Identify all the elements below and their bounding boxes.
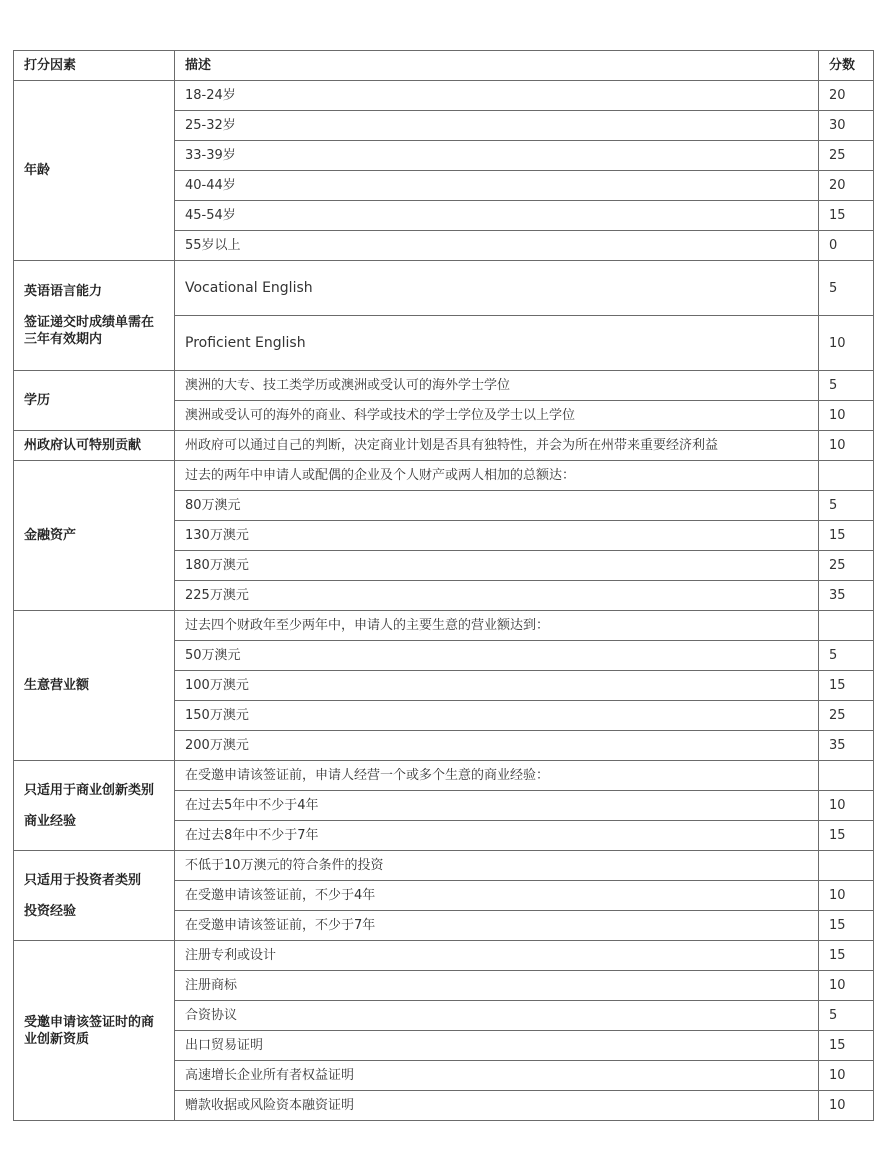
table-row (14, 431, 874, 461)
factor-sublabel: 商业经验 (24, 813, 77, 829)
score-cell: 15 (819, 1031, 874, 1061)
description-cell: 33-39岁 (175, 141, 819, 171)
score-cell: 20 (819, 171, 874, 201)
description-cell: 80万澳元 (175, 491, 819, 521)
score-cell: 15 (819, 911, 874, 941)
description-cell: 合资协议 (175, 1001, 819, 1031)
score-cell: 10 (819, 401, 874, 431)
description-cell: 州政府可以通过自己的判断，决定商业计划是否具有独特性，并会为所在州带来重要经济利益 (175, 431, 819, 461)
table-row (14, 371, 874, 401)
description-cell: 50万澳元 (175, 641, 819, 671)
score-cell (819, 461, 874, 491)
description-cell: 225万澳元 (175, 581, 819, 611)
score-cell: 10 (819, 881, 874, 911)
score-cell: 5 (819, 641, 874, 671)
factor-cell-state-contribution (14, 431, 175, 461)
factor-label: 年龄 (24, 163, 51, 178)
factor-cell-turnover (14, 611, 175, 761)
score-cell: 20 (819, 81, 874, 111)
score-cell: 10 (819, 971, 874, 1001)
points-table-container (13, 50, 874, 1121)
description-cell: 25-32岁 (175, 111, 819, 141)
factor-note: 签证递交时成绩单需在三年有效期内 (24, 315, 155, 347)
description-cell: 赠款收据或风险资本融资证明 (175, 1091, 819, 1121)
score-cell: 10 (819, 431, 874, 461)
factor-label: 学历 (24, 393, 51, 408)
table-row (14, 461, 874, 491)
score-cell: 25 (819, 701, 874, 731)
factor-cell-english (14, 261, 175, 371)
factor-cell-investment-experience (14, 851, 175, 941)
score-cell: 25 (819, 141, 874, 171)
score-cell: 35 (819, 581, 874, 611)
description-cell: 不低于10万澳元的符合条件的投资 (175, 851, 819, 881)
description-cell: 18-24岁 (175, 81, 819, 111)
description-cell: 在过去8年中不少于7年 (175, 821, 819, 851)
factor-label: 受邀申请该签证时的商业创新资质 (24, 1014, 155, 1047)
description-cell: 130万澳元 (175, 521, 819, 551)
table-row (14, 261, 874, 316)
header-description: 描述 (175, 51, 819, 81)
description-cell: 注册商标 (175, 971, 819, 1001)
description-cell: Vocational English (175, 261, 819, 316)
description-cell: 40-44岁 (175, 171, 819, 201)
score-cell: 35 (819, 731, 874, 761)
factor-cell-financial-assets (14, 461, 175, 611)
table-row (14, 941, 874, 971)
factor-label: 只适用于商业创新类别 (24, 782, 155, 798)
description-cell: 澳洲的大专、技工类学历或澳洲或受认可的海外学士学位 (175, 371, 819, 401)
description-cell: 180万澳元 (175, 551, 819, 581)
table-row (14, 611, 874, 641)
score-cell: 15 (819, 671, 874, 701)
description-cell: 150万澳元 (175, 701, 819, 731)
score-cell: 5 (819, 1001, 874, 1031)
header-factor: 打分因素 (14, 51, 175, 81)
factor-cell-age (14, 81, 175, 261)
description-cell: 100万澳元 (175, 671, 819, 701)
table-body (14, 81, 874, 1121)
description-cell: 高速增长企业所有者权益证明 (175, 1061, 819, 1091)
description-cell: 出口贸易证明 (175, 1031, 819, 1061)
factor-label: 州政府认可特别贡献 (24, 438, 142, 453)
factor-cell-business-experience (14, 761, 175, 851)
description-cell: 在受邀申请该签证前，申请人经营一个或多个生意的商业经验： (175, 761, 819, 791)
score-cell: 0 (819, 231, 874, 261)
score-cell: 5 (819, 261, 874, 316)
score-cell: 5 (819, 491, 874, 521)
table-row (14, 81, 874, 111)
score-cell (819, 851, 874, 881)
score-cell: 10 (819, 1061, 874, 1091)
score-cell: 5 (819, 371, 874, 401)
factor-cell-innovation (14, 941, 175, 1121)
score-cell: 10 (819, 316, 874, 371)
table-row (14, 851, 874, 881)
points-table (13, 50, 874, 1121)
description-cell: 45-54岁 (175, 201, 819, 231)
description-cell: 在过去5年中不少于4年 (175, 791, 819, 821)
description-cell: 澳洲或受认可的海外的商业、科学或技术的学士学位及学士以上学位 (175, 401, 819, 431)
header-score: 分数 (819, 51, 874, 81)
factor-label: 生意营业额 (24, 678, 90, 693)
description-cell: 55岁以上 (175, 231, 819, 261)
score-cell: 15 (819, 821, 874, 851)
description-cell: 注册专利或设计 (175, 941, 819, 971)
score-cell: 10 (819, 1091, 874, 1121)
score-cell: 25 (819, 551, 874, 581)
score-cell (819, 761, 874, 791)
table-row (14, 761, 874, 791)
score-cell: 10 (819, 791, 874, 821)
score-cell: 15 (819, 941, 874, 971)
score-cell: 15 (819, 201, 874, 231)
factor-sublabel: 投资经验 (24, 903, 77, 919)
factor-cell-education (14, 371, 175, 431)
factor-label: 英语语言能力 (24, 284, 103, 299)
description-cell: 在受邀申请该签证前，不少于7年 (175, 911, 819, 941)
description-cell: Proficient English (175, 316, 819, 371)
table-header-row (14, 51, 874, 81)
score-cell (819, 611, 874, 641)
score-cell: 15 (819, 521, 874, 551)
factor-label: 只适用于投资者类别 (24, 872, 142, 888)
description-cell: 200万澳元 (175, 731, 819, 761)
description-cell: 过去四个财政年至少两年中，申请人的主要生意的营业额达到： (175, 611, 819, 641)
factor-label: 金融资产 (24, 528, 77, 543)
score-cell: 30 (819, 111, 874, 141)
description-cell: 在受邀申请该签证前，不少于4年 (175, 881, 819, 911)
description-cell: 过去的两年中申请人或配偶的企业及个人财产或两人相加的总额达： (175, 461, 819, 491)
